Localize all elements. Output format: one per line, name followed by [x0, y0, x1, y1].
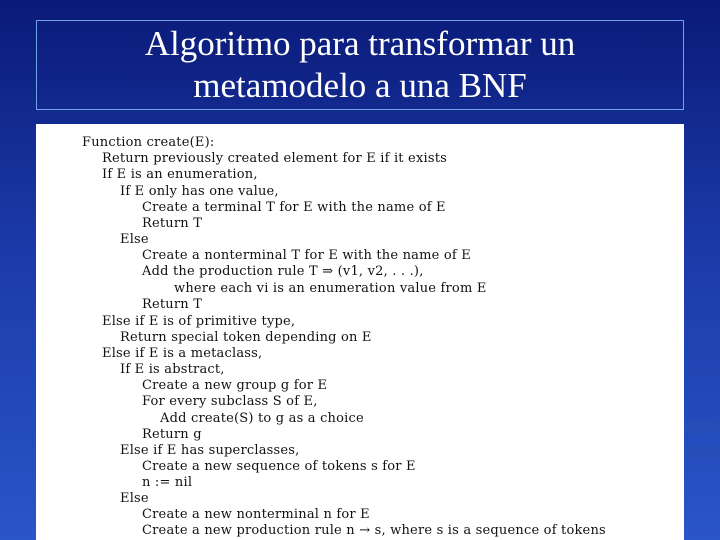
code-line: Else [120, 491, 149, 506]
code-line: For every subclass S of E, [142, 394, 318, 409]
pseudocode-image [36, 124, 684, 540]
code-line: Add create(S) to g as a choice [160, 411, 364, 426]
slide-title-line-1: Algoritmo para transformar un [144, 24, 576, 63]
code-line: Create a new production rule n → s, where s is a sequence of tokens [142, 523, 606, 538]
code-line: Else [120, 232, 149, 247]
slide-title-line-2: metamodelo a una BNF [193, 66, 527, 105]
code-line: Return previously created element for E if it exists [102, 151, 448, 166]
code-line: Return T [142, 216, 203, 231]
code-line: Return T [142, 297, 203, 312]
slide-title [36, 20, 684, 110]
code-line: Create a new sequence of tokens s for E [142, 459, 416, 474]
code-line: Function create(E): [82, 135, 215, 150]
code-line: Create a terminal T for E with the name of E [142, 200, 446, 215]
code-line: If E only has one value, [120, 184, 279, 199]
code-line: Else if E is of primitive type, [102, 314, 296, 329]
code-line: Add the production rule T ⇒ (v1, v2, . . .), [142, 264, 424, 279]
code-line: If E is an enumeration, [102, 167, 258, 182]
code-line: Else if E has superclasses, [120, 443, 300, 458]
code-line: where each vi is an enumeration value from E [174, 281, 487, 296]
code-line: Return g [142, 427, 202, 442]
code-line: Else if E is a metaclass, [102, 346, 263, 361]
code-line: n := nil [142, 475, 193, 490]
code-line: If E is abstract, [120, 362, 225, 377]
code-line: Create a new group g for E [142, 378, 328, 393]
code-line: Return special token depending on E [120, 330, 372, 345]
code-line: Create a new nonterminal n for E [142, 507, 370, 522]
code-line: Create a nonterminal T for E with the name of E [142, 248, 471, 263]
